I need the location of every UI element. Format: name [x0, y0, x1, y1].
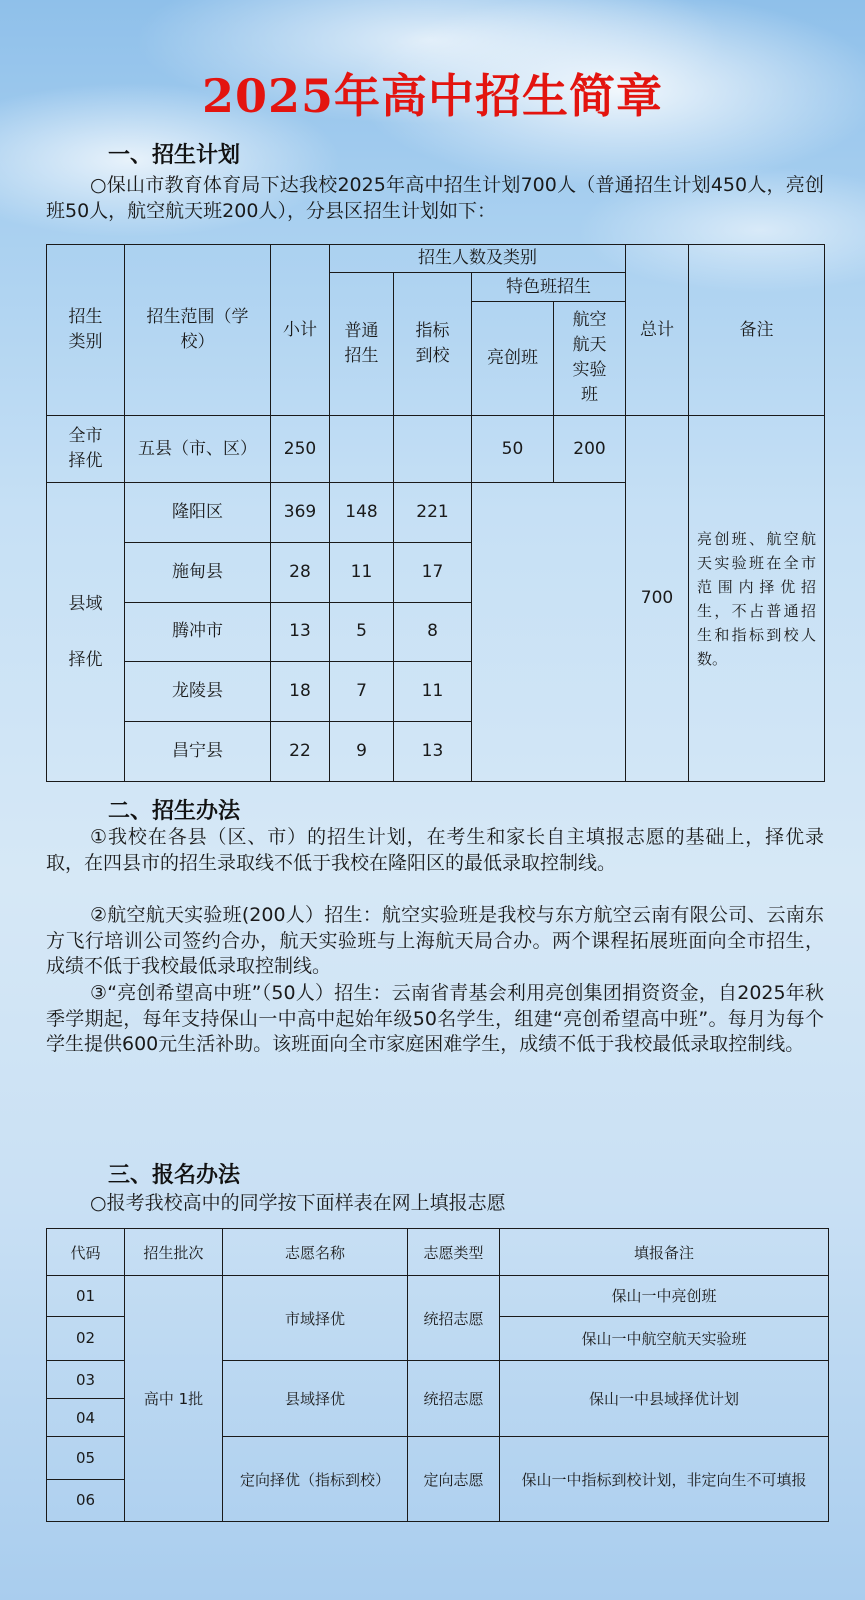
choice-note: 保山一中航空航天实验班 — [500, 1316, 829, 1360]
county-category: 县域择优 — [47, 483, 125, 782]
enrollment-plan-table — [46, 244, 825, 782]
header-group: 招生人数及类别 — [330, 245, 626, 273]
county-quota: 13 — [394, 722, 472, 782]
citywide-liangchuang: 50 — [472, 416, 554, 483]
method-item-3: ③“亮创希望高中班”（50人）招生：云南省青基会利用亮创集团捐资资金，自2025年秋季学期起，每年支持保山一中高中起始年级50名学生，组建“亮创希望高中班”。每月为每个学生提供600元生活补助。该班面向全市家庭困难学生，成绩不低于我校最低录取控制线。 — [46, 982, 824, 1055]
choice-name: 定向择优（指标到校） — [223, 1437, 408, 1522]
code-cell: 05 — [47, 1437, 125, 1479]
header-liangchuang: 亮创班 — [472, 301, 554, 415]
code-cell: 02 — [47, 1316, 125, 1360]
citywide-regular — [330, 416, 394, 483]
header-quota: 指标到校 — [394, 273, 472, 416]
citywide-range: 五县（市、区） — [125, 416, 271, 483]
choice-name: 县域择优 — [223, 1360, 408, 1437]
header-notes: 填报备注 — [500, 1229, 829, 1276]
code-cell: 01 — [47, 1276, 125, 1316]
remarks-note: 亮创班、航空航天实验班在全市范围内择优招生，不占普通招生和指标到校人数。 — [689, 416, 825, 782]
county-range: 昌宁县 — [125, 722, 271, 782]
choice-note: 保山一中指标到校计划，非定向生不可填报 — [500, 1437, 829, 1522]
county-range: 腾冲市 — [125, 602, 271, 662]
section-heading-apply: 三、报名办法 — [108, 1163, 241, 1188]
citywide-category: 全市择优 — [47, 416, 125, 483]
citywide-quota — [394, 416, 472, 483]
county-regular: 148 — [330, 483, 394, 543]
county-quota: 221 — [394, 483, 472, 543]
county-subtotal: 369 — [271, 483, 330, 543]
header-choice-type: 志愿类型 — [408, 1229, 500, 1276]
total-value: 700 — [626, 416, 689, 782]
county-subtotal: 18 — [271, 662, 330, 722]
county-regular: 5 — [330, 602, 394, 662]
header-range: 招生范围（学校） — [125, 245, 271, 416]
county-subtotal: 28 — [271, 542, 330, 602]
choice-type: 统招志愿 — [408, 1360, 500, 1437]
choice-type: 统招志愿 — [408, 1276, 500, 1361]
section-heading-plan: 一、招生计划 — [108, 143, 241, 168]
method-item-1: ①我校在各县（区、市）的招生计划，在考生和家长自主填报志愿的基础上，择优录取，在四县市的招生录取线不低于我校在隆阳区的最低录取控制线。 — [46, 826, 824, 874]
apply-intro: ○报考我校高中的同学按下面样表在网上填报志愿 — [90, 1192, 506, 1214]
header-code: 代码 — [47, 1229, 125, 1276]
county-regular: 9 — [330, 722, 394, 782]
header-aerospace: 航空航天实验班 — [554, 301, 626, 415]
plan-intro: ○保山市教育体育局下达我校2025年高中招生计划700人（普通招生计划450人，亮创班50人，航空航天班200人），分县区招生计划如下： — [46, 174, 824, 222]
header-subtotal: 小计 — [271, 245, 330, 416]
header-total: 总计 — [626, 245, 689, 416]
choice-name: 市域择优 — [223, 1276, 408, 1361]
choice-note: 保山一中县域择优计划 — [500, 1360, 829, 1437]
method-item-2: ②航空航天实验班(200人）招生：航空实验班是我校与东方航空云南有限公司、云南东方飞行培训公司签约合办，航天实验班与上海航天局合办。两个课程拓展班面向全市招生，成绩不低于我校最低录取控制线。 — [46, 904, 824, 977]
county-quota: 17 — [394, 542, 472, 602]
choice-note: 保山一中亮创班 — [500, 1276, 829, 1316]
header-category: 招生类别 — [47, 245, 125, 416]
county-quota: 11 — [394, 662, 472, 722]
code-cell: 04 — [47, 1399, 125, 1437]
choice-type: 定向志愿 — [408, 1437, 500, 1522]
code-cell: 03 — [47, 1360, 125, 1398]
citywide-subtotal: 250 — [271, 416, 330, 483]
header-choice-name: 志愿名称 — [223, 1229, 408, 1276]
county-quota: 8 — [394, 602, 472, 662]
county-subtotal: 13 — [271, 602, 330, 662]
county-subtotal: 22 — [271, 722, 330, 782]
special-empty-cell — [472, 483, 626, 782]
county-range: 龙陵县 — [125, 662, 271, 722]
header-regular: 普通招生 — [330, 273, 394, 416]
header-remarks: 备注 — [689, 245, 825, 416]
county-regular: 11 — [330, 542, 394, 602]
page-title: 2025年高中招生简章 — [201, 69, 664, 123]
header-batch: 招生批次 — [125, 1229, 223, 1276]
county-regular: 7 — [330, 662, 394, 722]
application-sample-table — [46, 1228, 829, 1522]
county-range: 施甸县 — [125, 542, 271, 602]
batch-cell: 高中 1批 — [125, 1276, 223, 1522]
county-range: 隆阳区 — [125, 483, 271, 543]
section-heading-method: 二、招生办法 — [108, 799, 241, 824]
citywide-aerospace: 200 — [554, 416, 626, 483]
code-cell: 06 — [47, 1479, 125, 1521]
header-special: 特色班招生 — [472, 273, 626, 301]
